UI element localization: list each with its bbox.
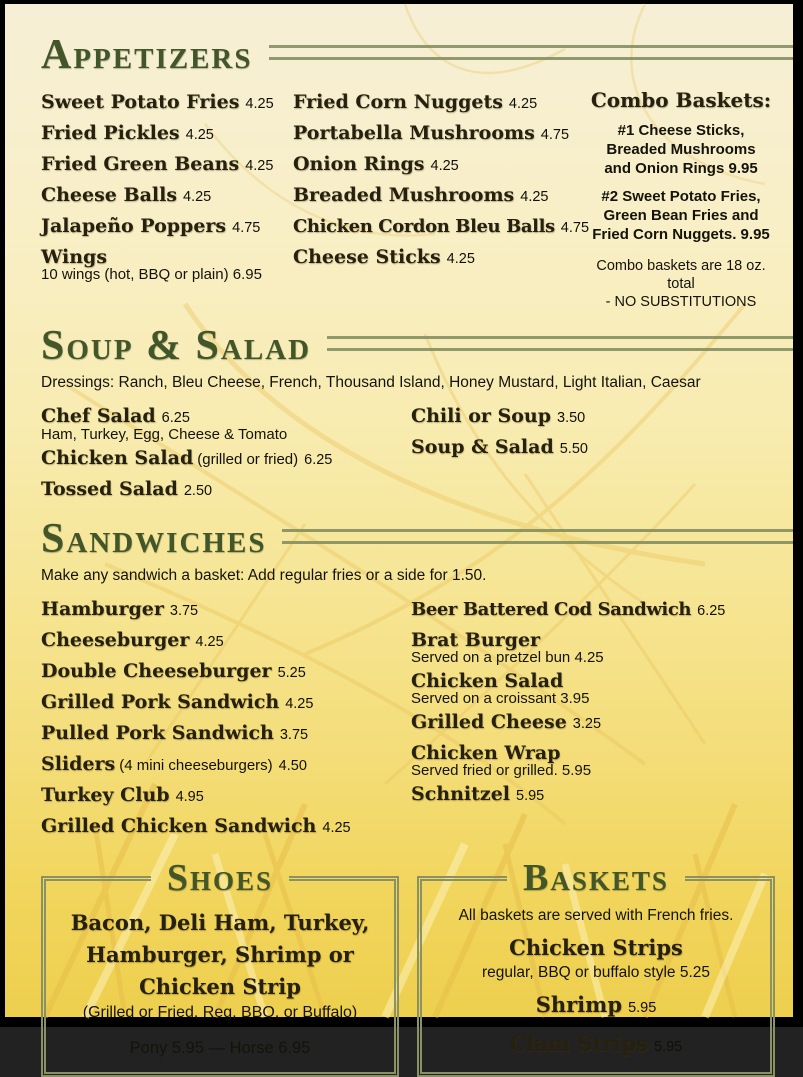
item-description: regular, BBQ or buffalo style 5.25 <box>481 964 711 981</box>
section-sandwiches <box>41 518 781 843</box>
menu-item: Cheeseburger 4.25 <box>41 629 224 651</box>
item-description: Served on a croissant 3.95 <box>411 690 590 707</box>
menu-item: Chicken Cordon Bleu Balls 4.75 <box>293 216 590 237</box>
shoes-prices: Pony 5.95 — Horse 6.95 <box>129 1039 311 1057</box>
menu-item: Beer Battered Cod Sandwich 6.25 <box>411 599 726 620</box>
soup-salad-title: Soup & Salad <box>41 323 312 369</box>
shoes-box-legend <box>151 859 289 897</box>
menu-item: Double Cheeseburger 5.25 <box>41 660 306 682</box>
item-description: Served on a pretzel bun 4.25 <box>411 649 604 666</box>
soup-salad-header <box>41 325 781 367</box>
menu-item: Fried Pickles 4.25 <box>41 122 214 144</box>
menu-item: Hamburger 3.75 <box>41 598 199 620</box>
sandwiches-grid <box>41 595 781 843</box>
dressings-line: Dressings: Ranch, Bleu Cheese, French, Thousand Island, Honey Mustard, Light Italian, Caesar <box>41 374 701 391</box>
menu-item: Jalapeño Poppers 4.75 <box>41 215 261 237</box>
menu-item: Grilled Pork Sandwich 4.25 <box>41 691 314 713</box>
combo-baskets <box>581 88 781 311</box>
item-description: 10 wings (hot, BBQ or plain) 6.95 <box>41 266 262 283</box>
appetizers-header <box>41 34 781 76</box>
shoes-options: Bacon, Deli Ham, Turkey, Hamburger, Shrimp or Chicken Strip <box>70 910 370 999</box>
appetizers-column-1 <box>41 88 293 311</box>
double-rule <box>282 529 793 544</box>
double-rule <box>269 45 794 60</box>
double-rule <box>327 336 793 351</box>
bottom-boxes <box>41 859 775 1077</box>
menu-item: Fried Green Beans 4.25 <box>41 153 274 175</box>
combo-option-1: #1 Cheese Sticks, Breaded Mushrooms and Onion Rings 9.95 <box>604 122 758 177</box>
menu-item: Grilled Cheese 3.25 <box>411 711 602 733</box>
menu-item: Breaded Mushrooms 4.25 <box>293 184 549 206</box>
appetizers-title: Appetizers <box>41 32 253 78</box>
baskets-title: Baskets <box>523 857 669 899</box>
item-description: Served fried or grilled. 5.95 <box>411 762 592 779</box>
menu-item: Clam Strips 5.95 <box>509 1031 683 1056</box>
soup-salad-column-2 <box>411 402 781 506</box>
section-soup-salad <box>41 325 781 506</box>
sandwiches-column-2 <box>411 595 781 843</box>
soup-salad-column-1 <box>41 402 411 506</box>
menu-content <box>5 4 793 1057</box>
sandwiches-header <box>41 518 781 560</box>
menu-item: Shrimp 5.95 <box>535 992 657 1017</box>
menu-item: Sweet Potato Fries 4.25 <box>41 91 274 113</box>
menu-item: Fried Corn Nuggets 4.25 <box>293 91 538 113</box>
appetizers-column-2 <box>293 88 590 311</box>
sandwiches-title: Sandwiches <box>41 516 267 562</box>
menu-item: Chicken Wrap <box>411 742 561 764</box>
combo-option-2: #2 Sweet Potato Fries, Green Bean Fries and Fried Corn Nuggets. 9.95 <box>592 188 770 243</box>
menu-item: Onion Rings 4.25 <box>293 153 459 175</box>
menu-item: Cheese Balls 4.25 <box>41 184 212 206</box>
menu-item: Pulled Pork Sandwich 3.75 <box>41 722 309 744</box>
menu-item: Chicken Strips regular, BBQ or buffalo style 5.25 <box>430 935 762 982</box>
shoes-box <box>41 859 399 1077</box>
baskets-note: All baskets are served with French fries. <box>458 907 734 924</box>
menu-item: Tossed Salad 2.50 <box>41 478 213 500</box>
menu-item: Portabella Mushrooms 4.75 <box>293 122 570 144</box>
menu-page <box>5 4 793 1057</box>
sandwiches-note: Make any sandwich a basket: Add regular fries or a side for 1.50. <box>41 567 487 584</box>
baskets-box <box>417 859 775 1077</box>
menu-item: Cheese Sticks 4.25 <box>293 246 475 268</box>
item-description: Ham, Turkey, Egg, Cheese & Tomato <box>41 426 288 443</box>
menu-item: Schnitzel 5.95 <box>411 783 545 805</box>
menu-item: Sliders (4 mini cheeseburgers) 4.50 <box>41 753 307 775</box>
sandwiches-column-1 <box>41 595 411 843</box>
menu-item: Chicken Salad (grilled or fried) 6.25 <box>41 447 333 469</box>
menu-item: Wings <box>41 246 108 268</box>
menu-item: Chef Salad 6.25 <box>41 405 190 427</box>
menu-item: Chicken Salad <box>411 670 564 692</box>
combo-baskets-title: Combo Baskets: <box>590 88 772 112</box>
soup-salad-grid <box>41 402 781 506</box>
menu-item: Brat Burger <box>411 629 541 651</box>
menu-item: Grilled Chicken Sandwich 4.25 <box>41 815 351 837</box>
menu-item: Soup & Salad 5.50 <box>411 436 588 458</box>
appetizers-grid <box>41 88 781 311</box>
section-appetizers <box>41 34 781 311</box>
shoes-styles: (Grilled or Fried, Reg, BBQ, or Buffalo) <box>82 1004 358 1021</box>
menu-item: Chili or Soup 3.50 <box>411 405 586 427</box>
baskets-box-legend <box>507 859 685 897</box>
combo-note: Combo baskets are 18 oz. total - NO SUBSTITUTIONS <box>596 258 766 310</box>
shoes-title: Shoes <box>166 857 274 899</box>
menu-item: Turkey Club 4.95 <box>41 784 204 806</box>
